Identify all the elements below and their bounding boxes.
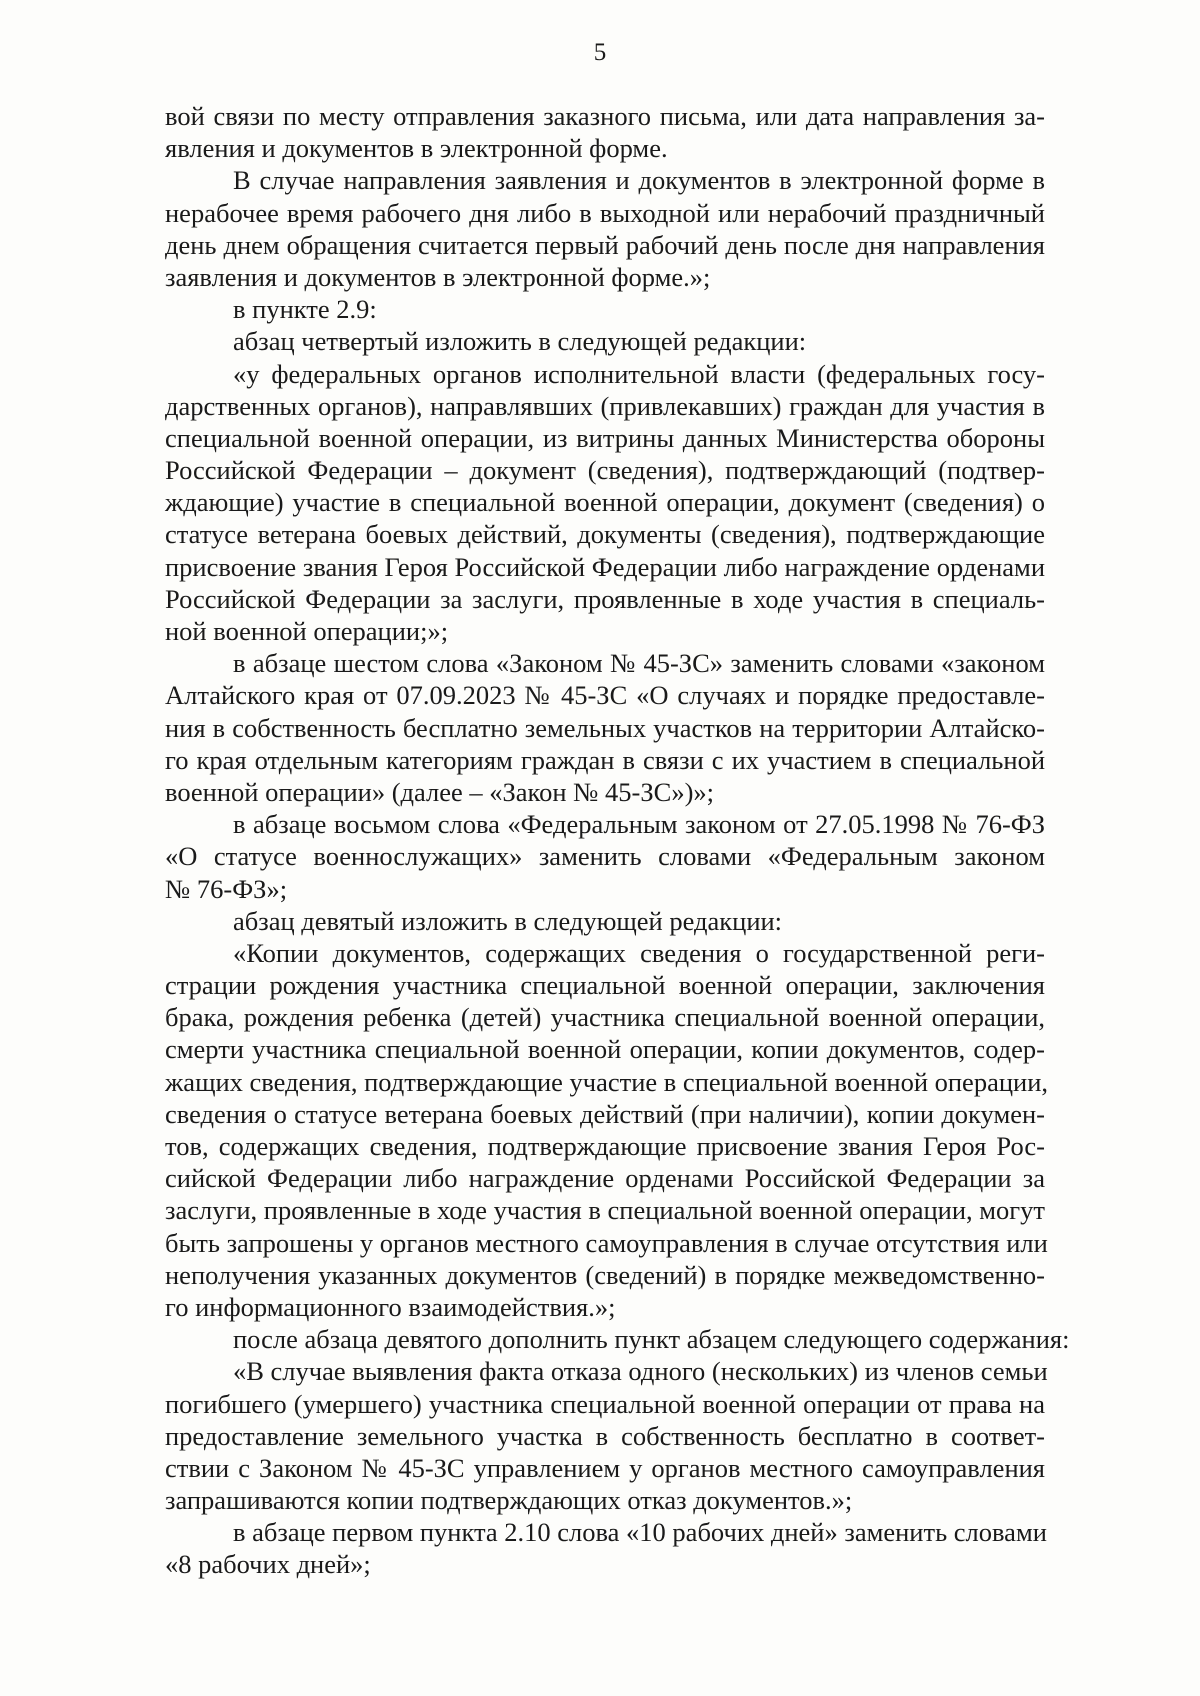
- text-line: в пункте 2.9:: [233, 294, 377, 325]
- text-line: «Копии документов, содержащих сведения о государственной реги-: [233, 937, 1045, 968]
- text-line: тов, содержащих сведения, подтверждающие присвоение звания Героя Рос-: [165, 1131, 1045, 1161]
- text-line: явления и документов в электронной форме.: [165, 133, 668, 164]
- text-line: брака, рождения ребенка (детей) участника специальной военной операции,: [165, 1002, 1045, 1033]
- text-line: страции рождения участника специальной военной операции, заключения: [165, 970, 1045, 1001]
- text-line: запрашиваются копии подтверждающих отказ документов.»;: [165, 1485, 853, 1516]
- text-line: ной военной операции;»;: [165, 616, 449, 646]
- text-line: после абзаца девятого дополнить пункт абзацем следующего содержания:: [233, 1324, 1070, 1355]
- text-line: Российской Федерации – документ (сведения), подтверждающий (подтвер-: [165, 455, 1045, 486]
- text-line: заявления и документов в электронной форме.»;: [165, 261, 711, 292]
- page-number: 5: [593, 39, 607, 66]
- text-line: Российской Федерации за заслуги, проявленные в ходе участия в специаль-: [165, 583, 1045, 614]
- text-line: дарственных органов), направлявших (привлекавших) граждан для участия в: [165, 390, 1045, 421]
- text-line: абзац четвертый изложить в следующей редакции:: [233, 326, 807, 357]
- text-line: сийской Федерации либо награждение орденами Российской Федерации за: [165, 1163, 1045, 1194]
- text-line: «О статусе военнослужащих» заменить словами «Федеральным законом: [165, 841, 1045, 872]
- document-body: [165, 100, 1070, 1581]
- text-line: «у федеральных органов исполнительной власти (федеральных госу-: [233, 358, 1045, 389]
- text-line: день днем обращения считается первый рабочий день после дня направления: [165, 229, 1045, 260]
- text-line: ждающие) участие в специальной военной операции, документ (сведения) о: [165, 487, 1045, 518]
- text-line: № 76-ФЗ»;: [165, 873, 288, 904]
- text-line: специальной военной операции, из витрины данных Министерства обороны: [165, 422, 1045, 453]
- text-line: неполучения указанных документов (сведений) в порядке межведомственно-: [165, 1259, 1045, 1290]
- text-line: жащих сведения, подтверждающие участие в специальной военной операции,: [165, 1066, 1049, 1097]
- text-line: «В случае выявления факта отказа одного (нескольких) из членов семьи: [233, 1356, 1048, 1387]
- text-line: погибшего (умершего) участника специальной военной операции от права на: [165, 1388, 1045, 1419]
- text-line: в абзаце первом пункта 2.10 слова «10 рабочих дней» заменить словами: [233, 1517, 1047, 1548]
- text-line: военной операции» (далее – «Закон № 45-ЗС»)»;: [165, 776, 715, 807]
- text-line: смерти участника специальной военной операции, копии документов, содер-: [165, 1034, 1045, 1065]
- text-line: вой связи по месту отправления заказного письма, или дата направления за-: [165, 101, 1045, 131]
- text-line: В случае направления заявления и документов в электронной форме в: [233, 165, 1045, 196]
- text-line: сведения о статусе ветерана боевых действий (при наличии), копии докумен-: [165, 1098, 1045, 1129]
- text-line: абзац девятый изложить в следующей редакции:: [233, 905, 783, 936]
- text-line: присвоение звания Героя Российской Федерации либо награждение орденами: [165, 551, 1045, 582]
- text-line: в абзаце шестом слова «Законом № 45-ЗС» заменить словами «законом: [233, 648, 1045, 679]
- text-line: Алтайского края от 07.09.2023 № 45-ЗС «О случаях и порядке предоставле-: [165, 680, 1045, 711]
- text-line: нерабочее время рабочего дня либо в выходной или нерабочий праздничный: [165, 197, 1045, 228]
- text-line: ния в собственность бесплатно земельных участков на территории Алтайско-: [165, 712, 1045, 743]
- text-line: го края отдельным категориям граждан в связи с их участием в специальной: [165, 744, 1045, 775]
- text-line: заслуги, проявленные в ходе участия в специальной военной операции, могут: [165, 1195, 1045, 1226]
- text-line: быть запрошены у органов местного самоуправления в случае отсутствия или: [165, 1227, 1048, 1258]
- text-line: ствии с Законом № 45-ЗС управлением у органов местного самоуправления: [165, 1452, 1045, 1483]
- text-line: в абзаце восьмом слова «Федеральным законом от 27.05.1998 № 76-ФЗ: [233, 809, 1045, 840]
- text-line: статусе ветерана боевых действий, документы (сведения), подтверждающие: [165, 519, 1045, 550]
- text-line: предоставление земельного участка в собственность бесплатно в соответ-: [165, 1420, 1045, 1451]
- text-line: го информационного взаимодействия.»;: [165, 1291, 616, 1322]
- text-line: «8 рабочих дней»;: [165, 1549, 371, 1580]
